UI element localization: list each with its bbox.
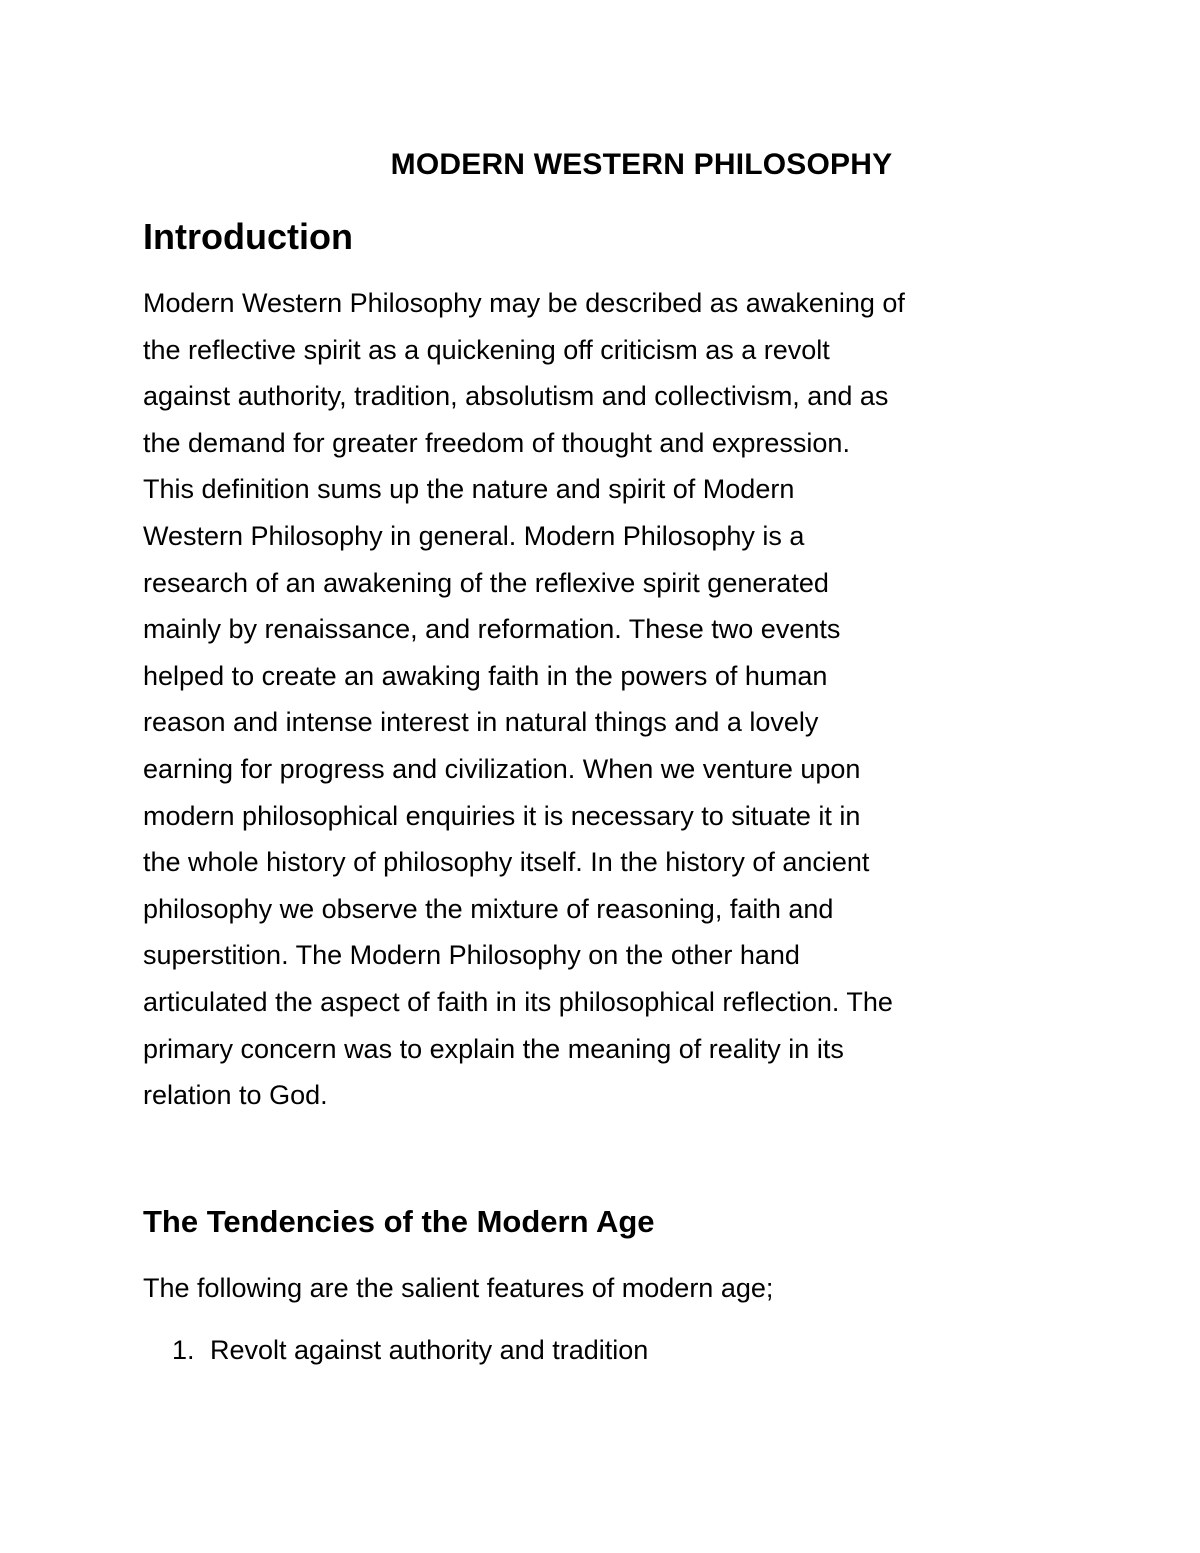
- paragraph-line: the demand for greater freedom of thought and expression.: [143, 427, 850, 458]
- introduction-paragraph: [143, 280, 1068, 1119]
- paragraph-line: reason and intense interest in natural things and a lovely: [143, 707, 819, 738]
- paragraph-line: relation to God.: [143, 1080, 328, 1111]
- paragraph-line: helped to create an awaking faith in the powers of human: [143, 660, 828, 691]
- list-item-number: 1.: [172, 1335, 195, 1365]
- paragraph-line: primary concern was to explain the meaning of reality in its: [143, 1033, 844, 1064]
- paragraph-line: mainly by renaissance, and reformation. These two events: [143, 614, 841, 645]
- paragraph-line: This definition sums up the nature and spirit of Modern: [143, 474, 795, 505]
- paragraph-line: the whole history of philosophy itself. In the history of ancient: [143, 847, 870, 878]
- list-item-text: Revolt against authority and tradition: [210, 1335, 649, 1365]
- document-title: MODERN WESTERN PHILOSOPHY: [390, 148, 893, 181]
- section-heading-introduction: Introduction: [143, 216, 353, 257]
- paragraph-line: articulated the aspect of faith in its philosophical reflection. The: [143, 986, 893, 1017]
- paragraph-line: research of an awakening of the reflexive spirit generated: [143, 567, 829, 598]
- paragraph-line: superstition. The Modern Philosophy on the other hand: [143, 940, 800, 971]
- list-item: [172, 1327, 648, 1373]
- paragraph-line: the reflective spirit as a quickening off criticism as a revolt: [143, 334, 830, 365]
- section-heading-tendencies: The Tendencies of the Modern Age: [143, 1204, 655, 1239]
- paragraph-line: modern philosophical enquiries it is necessary to situate it in: [143, 800, 861, 831]
- tendencies-intro-text: The following are the salient features of modern age;: [143, 1273, 774, 1303]
- paragraph-line: Western Philosophy in general. Modern Philosophy is a: [143, 520, 805, 551]
- paragraph-line: earning for progress and civilization. When we venture upon: [143, 753, 861, 784]
- paragraph-line: philosophy we observe the mixture of reasoning, faith and: [143, 893, 834, 924]
- paragraph-line: against authority, tradition, absolutism and collectivism, and as: [143, 381, 889, 412]
- features-list: [172, 1327, 648, 1373]
- paragraph-line: Modern Western Philosophy may be described as awakening of: [143, 288, 905, 318]
